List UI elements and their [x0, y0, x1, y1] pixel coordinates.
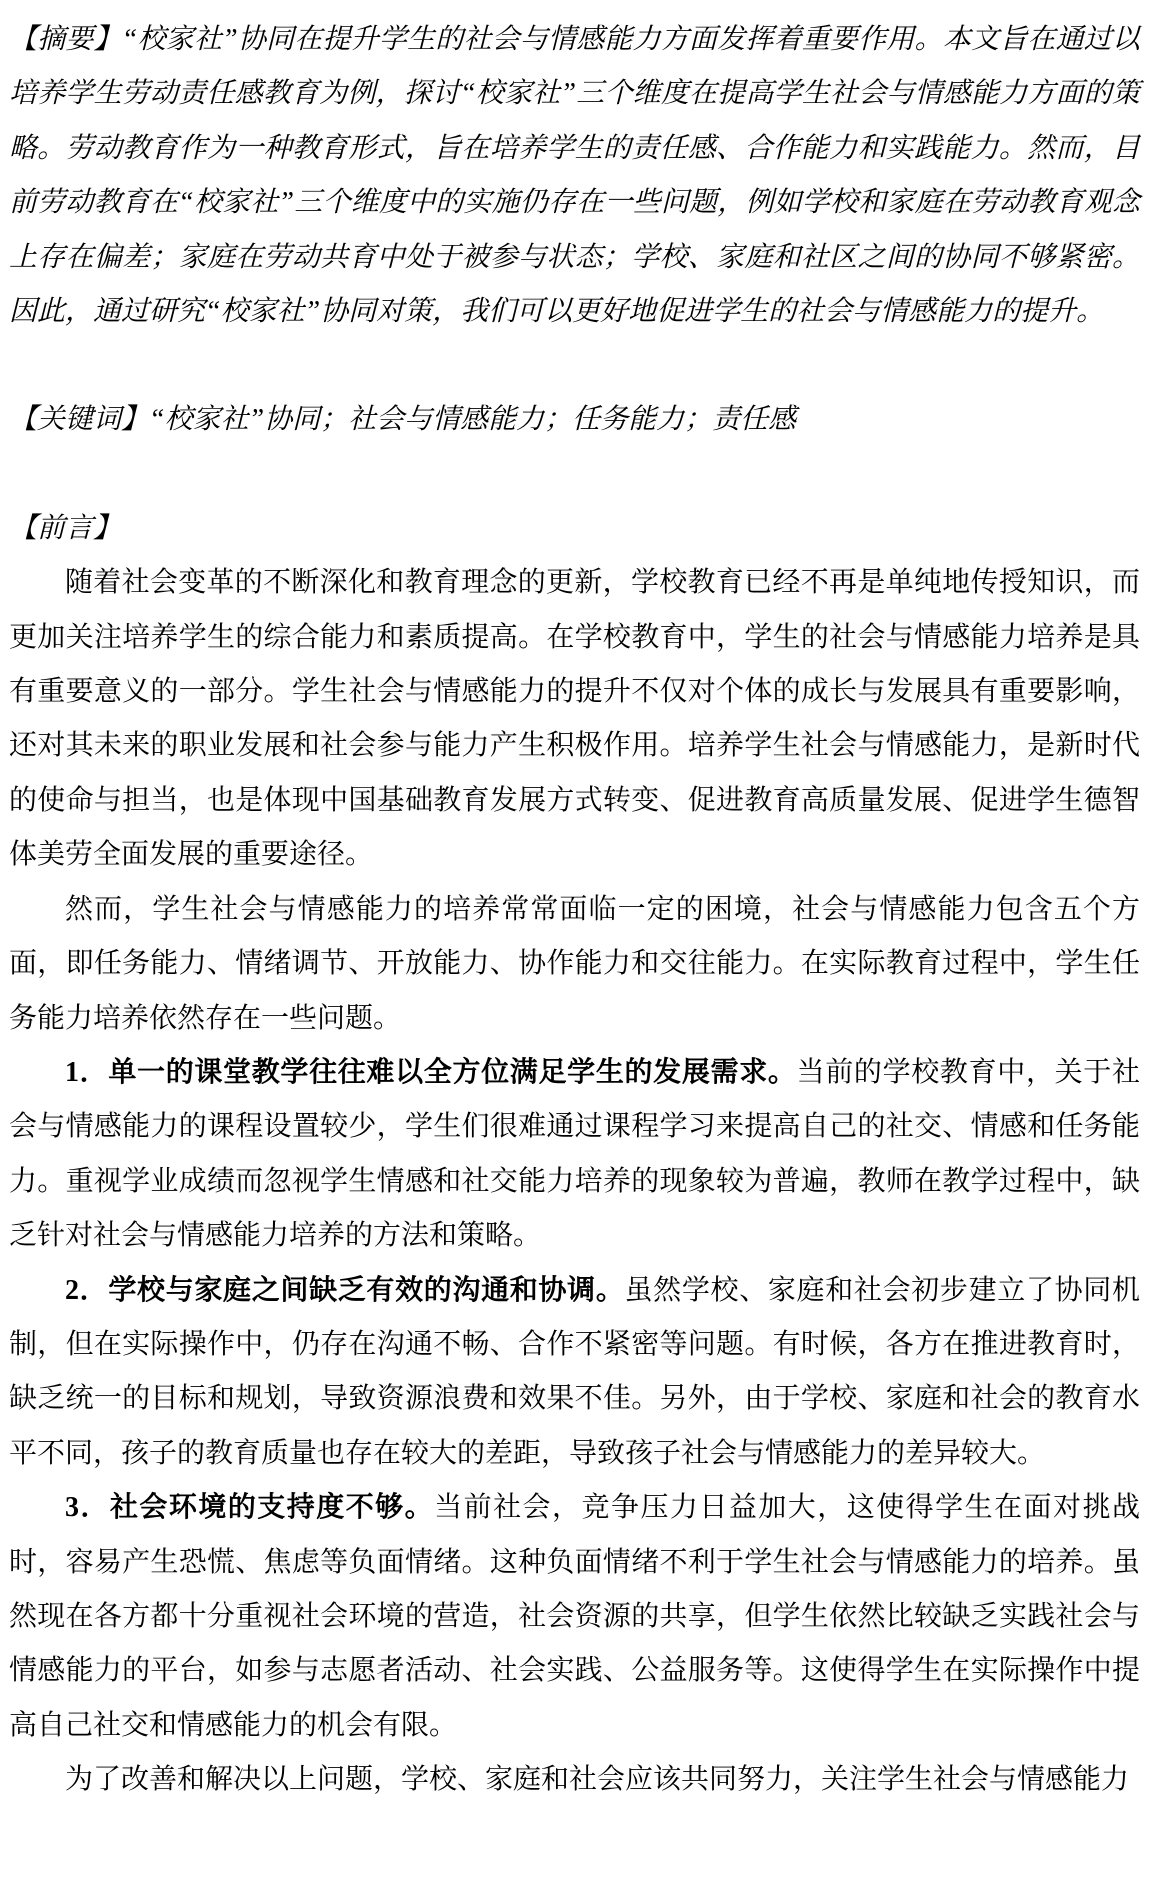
point-1-heading: 1．单一的课堂教学往往难以全方位满足学生的发展需求。: [65, 1056, 797, 1088]
abstract-paragraph: [9, 13, 1140, 339]
keywords-text: “校家社”协同；社会与情感能力；任务能力；责任感: [149, 404, 797, 436]
keywords-paragraph: [9, 393, 1140, 447]
preface-paragraph-1: 随着社会变革的不断深化和教育理念的更新，学校教育已经不再是单纯地传授知识，而更加关注培养学生的综合能力和素质提高。在学校教育中，学生的社会与情感能力培养是具有重要意义的一部分。学生社会与情感能力的提升不仅对个体的成长与发展具有重要影响，还对其未来的职业发展和社会参与能力产生积极作用。培养学生社会与情感能力，是新时代的使命与担当，也是体现中国基础教育发展方式转变、促进教育高质量发展、促进学生德智体美劳全面发展的重要途径。: [9, 567, 1140, 871]
preface-paragraph-3: [9, 1046, 1140, 1264]
point-3-heading: 3．社会环境的支持度不够。: [65, 1492, 435, 1524]
point-2-text: 虽然学校、家庭和社会初步建立了协同机制，但在实际操作中，仍存在沟通不畅、合作不紧密等问题。有时候，各方在推进教育时，缺乏统一的目标和规划，导致资源浪费和效果不佳。另外，由于学校、家庭和社会的教育水平不同，孩子的教育质量也存在较大的差距，导致孩子社会与情感能力的差异较大。: [9, 1274, 1140, 1469]
point-1-text: 当前的学校教育中，关于社会与情感能力的课程设置较少，学生们很难通过课程学习来提高自己的社交、情感和任务能力。重视学业成绩而忽视学生情感和社交能力培养的现象较为普遍，教师在教学过程中，缺乏针对社会与情感能力培养的方法和策略。: [9, 1056, 1140, 1252]
preface-paragraph-2: 然而，学生社会与情感能力的培养常常面临一定的困境，社会与情感能力包含五个方面，即任务能力、情绪调节、开放能力、协作能力和交往能力。在实际教育过程中，学生任务能力培养依然存在一些问题。: [9, 893, 1140, 1034]
preface-paragraph-4: [9, 1264, 1140, 1482]
preface-paragraph-5: [9, 1481, 1140, 1753]
preface-paragraph-6: 为了改善和解决以上问题，学校、家庭和社会应该共同努力，关注学生社会与情感能力: [65, 1764, 1130, 1796]
keywords-label: 【关键词】: [9, 404, 150, 436]
preface-heading: 【前言】: [9, 512, 122, 544]
abstract-label: 【摘要】: [9, 24, 122, 55]
point-3-text: 当前社会，竞争压力日益加大，这使得学生在面对挑战时，容易产生恐慌、焦虑等负面情绪。这种负面情绪不利于学生社会与情感能力的培养。虽然现在各方都十分重视社会环境的营造，社会资源的共享，但学生依然比较缺乏实践社会与情感能力的平台，如参与志愿者活动、社会实践、公益服务等。这使得学生在实际操作中提高自己社交和情感能力的机会有限。: [9, 1492, 1140, 1741]
point-2-heading: 2．学校与家庭之间缺乏有效的沟通和协调。: [65, 1274, 625, 1306]
abstract-text: “校家社”协同在提升学生的社会与情感能力方面发挥着重要作用。本文旨在通过以培养学生劳动责任感教育为例，探讨“校家社”三个维度在提高学生社会与情感能力方面的策略。劳动教育作为一种教育形式，旨在培养学生的责任感、合作能力和实践能力。然而，目前劳动教育在“校家社”三个维度中的实施仍存在一些问题，例如学校和家庭在劳动教育观念上存在偏差；家庭在劳动共育中处于被参与状态；学校、家庭和社区之间的协同不够紧密。因此，通过研究“校家社”协同对策，我们可以更好地促进学生的社会与情感能力的提升。: [9, 24, 1140, 328]
